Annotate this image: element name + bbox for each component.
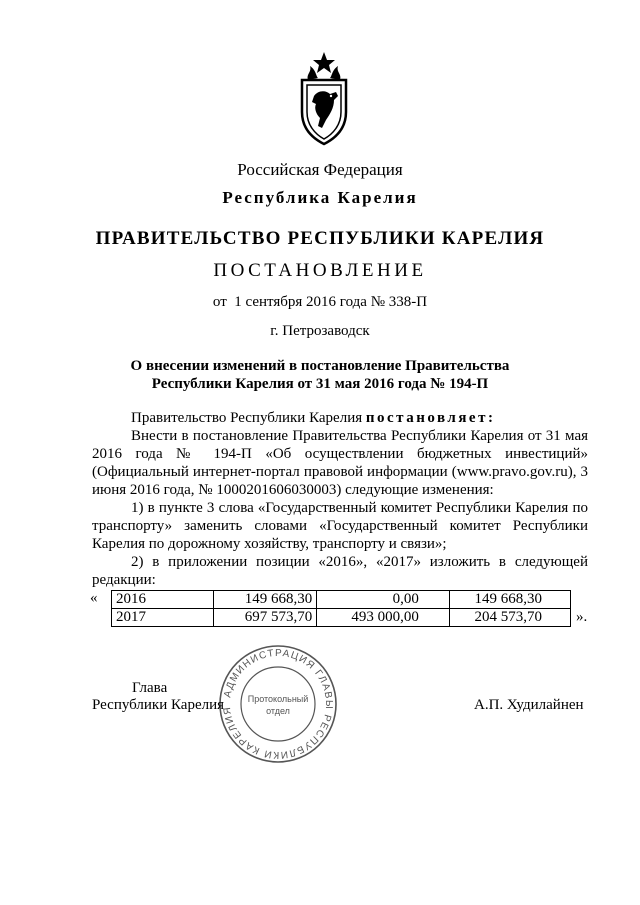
svg-text:АДМИНИСТРАЦИЯ ГЛАВЫ РЕСПУБЛИКИ	[222, 648, 334, 760]
paragraph-3: 2) в приложении позиции «2016», «2017» изложить в следующей редакции:	[92, 554, 588, 588]
government-heading: ПРАВИТЕЛЬСТВО РЕСПУБЛИКИ КАРЕЛИЯ	[95, 228, 545, 249]
table-open-quote: «	[90, 590, 98, 606]
table-cell-federal: 0,00	[317, 591, 450, 609]
republic-heading: Республика Карелия	[222, 188, 418, 207]
signatory-title-line-1: Глава	[132, 680, 168, 696]
document-title	[0, 357, 640, 393]
federation-heading: Российская Федерация	[237, 160, 403, 179]
document-date: от 1 сентября 2016 года № 338-П	[212, 294, 428, 310]
paragraph-1: Внести в постановление Правительства Республики Карелия от 31 мая 2016 года № 194-П «Об осуществлении бюджетных инвестиций» (Официальный интернет-портал правовой информации (www.pravo.gov.ru), 3 июня 2016 года, № 1000201606030003) следующие изменения:	[92, 428, 588, 498]
table-cell-federal: 493 000,00	[317, 609, 450, 627]
title-line-2: Республики Карелия от 31 мая 2016 года № 194-П	[151, 376, 489, 392]
table-row	[112, 609, 571, 627]
table-cell-total: 697 573,70	[214, 609, 317, 627]
signatory-name: А.П. Худилайнен	[474, 697, 584, 713]
title-line-1: О внесении изменений в постановление Правительства	[130, 358, 510, 374]
intro-paragraph	[92, 409, 588, 427]
seal-inner-line-1: Протокольный	[247, 694, 309, 704]
document-body	[92, 409, 588, 589]
table-close-quote: ».	[576, 609, 588, 625]
table-cell-year: 2017	[112, 609, 214, 627]
table-row	[112, 591, 571, 609]
signatory-title-line-2: Республики Карелия	[92, 697, 225, 713]
seal-ring-text: АДМИНИСТРАЦИЯ ГЛАВЫ РЕСПУБЛИКИ КАРЕЛИЯ	[221, 647, 335, 761]
table-cell-regional: 204 573,70	[449, 609, 570, 627]
seal-inner-line-2: отдел	[266, 706, 290, 716]
official-seal-icon	[216, 642, 340, 766]
allocation-table	[111, 590, 571, 627]
table-cell-total: 149 668,30	[214, 591, 317, 609]
document-type: ПОСТАНОВЛЕНИЕ	[213, 260, 427, 281]
intro-prefix: Правительство Республики Карелия	[131, 410, 366, 426]
coat-of-arms-icon	[296, 50, 352, 146]
intro-decree-word: постановляет:	[365, 410, 496, 426]
document-city: г. Петрозаводск	[270, 323, 370, 339]
table-cell-regional: 149 668,30	[449, 591, 570, 609]
table-cell-year: 2016	[112, 591, 214, 609]
paragraph-2: 1) в пункте 3 слова «Государственный комитет Республики Карелия по транспорту» заменить словами «Государственный комитет Республики Карелия по дорожному хозяйству, транспорту и связи»;	[92, 500, 588, 552]
